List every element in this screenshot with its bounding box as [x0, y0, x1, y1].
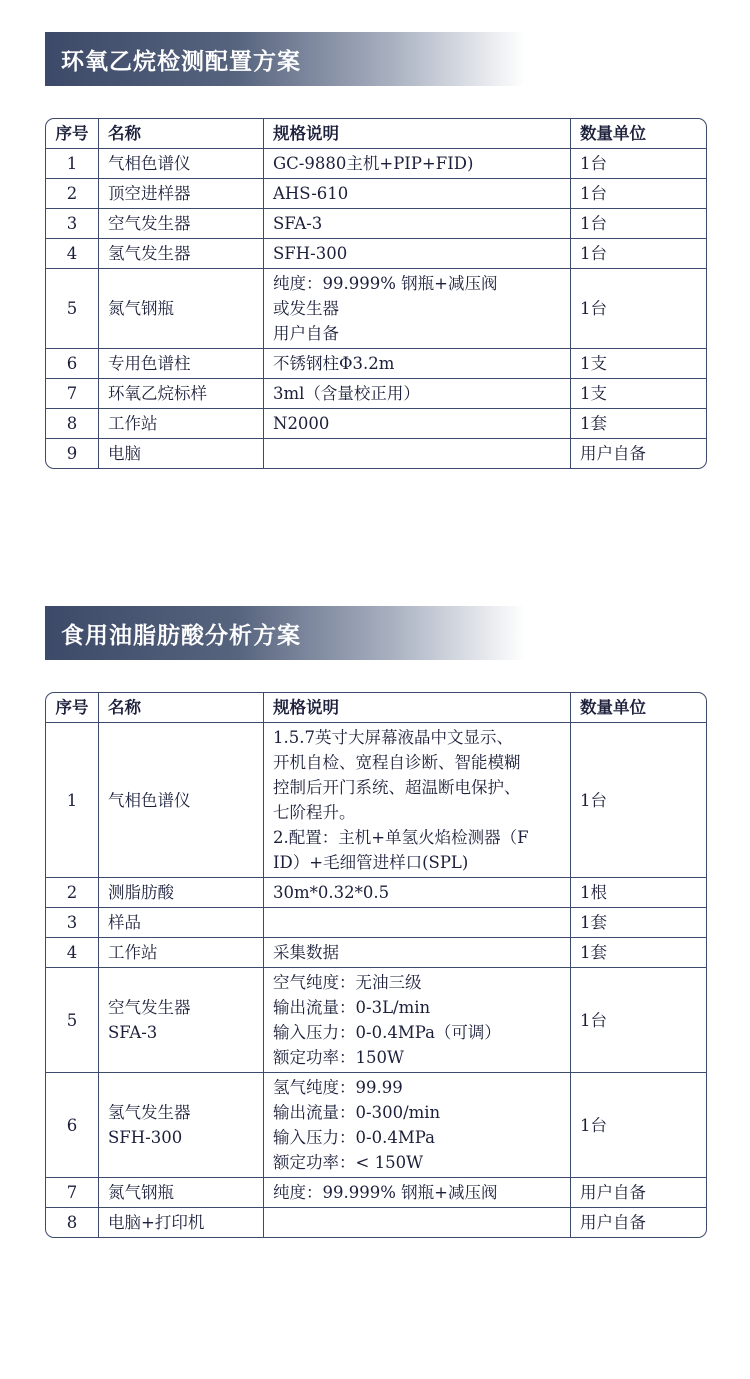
cell-name: 气相色谱仪 — [99, 149, 264, 179]
table-row — [46, 209, 706, 239]
cell-spec — [264, 439, 571, 468]
cell-name: 测脂肪酸 — [99, 878, 264, 908]
spec-line: AHS-610 — [273, 184, 349, 203]
spec-line: 氢气纯度：99.99 — [273, 1078, 403, 1097]
table-row — [46, 1073, 706, 1178]
config-table-fatty-acid — [45, 692, 707, 1238]
cell-unit: 1套 — [571, 908, 706, 938]
table-header-row — [46, 119, 706, 149]
header-unit: 数量单位 — [571, 693, 706, 723]
spec-line: GC-9880主机+PIP+FID) — [273, 154, 474, 173]
cell-spec — [264, 149, 571, 179]
cell-name: 氮气钢瓶 — [99, 269, 264, 349]
header-name: 名称 — [99, 119, 264, 149]
table-row — [46, 938, 706, 968]
spec-line — [273, 441, 561, 466]
cell-name: 顶空进样器 — [99, 179, 264, 209]
spec-line: 额定功率：< 150W — [273, 1153, 424, 1172]
cell-spec — [264, 938, 571, 968]
table-row — [46, 439, 706, 468]
spec-line: 输入压力：0-0.4MPa（可调） — [273, 1023, 501, 1042]
spec-line: 纯度：99.999% 钢瓶+减压阀 — [273, 1183, 498, 1202]
spec-line: 额定功率：150W — [273, 1048, 404, 1067]
cell-name: 氢气发生器 SFH-300 — [99, 1073, 264, 1178]
cell-no: 5 — [46, 968, 99, 1073]
cell-spec — [264, 1178, 571, 1208]
cell-no: 5 — [46, 269, 99, 349]
table-row — [46, 1178, 706, 1208]
header-spec: 规格说明 — [264, 693, 571, 723]
table-row — [46, 1208, 706, 1237]
spec-line: 纯度：99.999% 钢瓶+减压阀 — [273, 274, 498, 293]
cell-no: 1 — [46, 149, 99, 179]
cell-name: 工作站 — [99, 409, 264, 439]
cell-no: 8 — [46, 1208, 99, 1237]
header-name: 名称 — [99, 693, 264, 723]
spec-line — [273, 910, 561, 935]
spec-line: SFA-3 — [273, 214, 323, 233]
table-row — [46, 878, 706, 908]
cell-no: 2 — [46, 878, 99, 908]
cell-unit: 用户自备 — [571, 1178, 706, 1208]
table-row — [46, 379, 706, 409]
table-row — [46, 908, 706, 938]
table-row — [46, 179, 706, 209]
spec-line: 1.5.7英寸大屏幕液晶中文显示、 — [273, 728, 513, 747]
spec-line: 七阶程升。 — [273, 803, 356, 822]
cell-name: 样品 — [99, 908, 264, 938]
cell-spec — [264, 878, 571, 908]
spec-line: 采集数据 — [273, 943, 339, 962]
cell-name: 环氧乙烷标样 — [99, 379, 264, 409]
cell-name: 工作站 — [99, 938, 264, 968]
cell-spec — [264, 723, 571, 878]
cell-spec — [264, 209, 571, 239]
table-row — [46, 968, 706, 1073]
cell-no: 6 — [46, 349, 99, 379]
cell-no: 9 — [46, 439, 99, 468]
cell-name: 空气发生器 — [99, 209, 264, 239]
spec-line: 输入压力：0-0.4MPa — [273, 1128, 435, 1147]
cell-unit: 1套 — [571, 409, 706, 439]
table-row — [46, 723, 706, 878]
table-row — [46, 349, 706, 379]
spec-line: 开机自检、宽程自诊断、智能模糊 — [273, 753, 521, 772]
spec-line: 不锈钢柱Φ3.2m — [273, 354, 395, 373]
cell-unit: 用户自备 — [580, 1213, 646, 1232]
spec-line: ID）+毛细管进样口(SPL) — [273, 853, 469, 872]
cell-unit: 1台 — [571, 1073, 706, 1178]
spec-line: 用户自备 — [273, 324, 339, 343]
cell-name: 空气发生器 SFA-3 — [99, 968, 264, 1073]
cell-name: 电脑+打印机 — [99, 1208, 264, 1237]
spec-line: 2.配置：主机+单氢火焰检测器（F — [273, 828, 529, 847]
cell-no: 4 — [46, 938, 99, 968]
spec-line — [273, 1210, 561, 1235]
cell-spec — [264, 409, 571, 439]
cell-unit: 1台 — [571, 723, 706, 878]
cell-no: 2 — [46, 179, 99, 209]
header-spec: 规格说明 — [264, 119, 571, 149]
table-row — [46, 269, 706, 349]
cell-spec — [264, 1208, 571, 1237]
cell-spec — [264, 349, 571, 379]
spec-line: 输出流量：0-300/min — [273, 1103, 441, 1122]
cell-unit: 1台 — [571, 209, 706, 239]
cell-unit: 1台 — [571, 239, 706, 269]
cell-unit: 1根 — [571, 878, 706, 908]
cell-no: 3 — [46, 908, 99, 938]
header-unit: 数量单位 — [571, 119, 706, 149]
cell-no: 6 — [46, 1073, 99, 1178]
spec-line: 30m*0.32*0.5 — [273, 883, 390, 902]
cell-no: 1 — [46, 723, 99, 878]
cell-name: 氮气钢瓶 — [99, 1178, 264, 1208]
table-row — [46, 239, 706, 269]
cell-unit: 用户自备 — [580, 444, 646, 463]
cell-spec — [264, 1073, 571, 1178]
spec-line: 或发生器 — [273, 299, 339, 318]
cell-name: 气相色谱仪 — [99, 723, 264, 878]
spec-line: 控制后开门系统、超温断电保护、 — [273, 778, 521, 797]
cell-no: 3 — [46, 209, 99, 239]
spec-line: 输出流量：0-3L/min — [273, 998, 431, 1017]
config-table-ethylene-oxide — [45, 118, 707, 469]
cell-name: 电脑 — [99, 439, 264, 468]
cell-spec — [264, 239, 571, 269]
cell-no: 7 — [46, 1178, 99, 1208]
cell-unit: 1支 — [571, 349, 706, 379]
section-title-ethylene-oxide: 环氧乙烷检测配置方案 — [45, 32, 525, 86]
cell-name: 专用色谱柱 — [99, 349, 264, 379]
spec-line: 空气纯度：无油三级 — [273, 973, 422, 992]
header-no: 序号 — [46, 693, 99, 723]
table-header-row — [46, 693, 706, 723]
cell-spec — [264, 179, 571, 209]
cell-unit: 1支 — [571, 379, 706, 409]
table-row — [46, 149, 706, 179]
cell-spec — [264, 269, 571, 349]
spec-line: 3ml（含量校正用） — [273, 384, 420, 403]
cell-name: 氢气发生器 — [99, 239, 264, 269]
cell-no: 7 — [46, 379, 99, 409]
header-no: 序号 — [46, 119, 99, 149]
cell-no: 8 — [46, 409, 99, 439]
spec-line: N2000 — [273, 414, 330, 433]
cell-spec — [264, 968, 571, 1073]
cell-no: 4 — [46, 239, 99, 269]
cell-unit: 1台 — [571, 179, 706, 209]
cell-spec — [264, 908, 571, 938]
cell-spec — [264, 379, 571, 409]
spec-line: SFH-300 — [273, 244, 348, 263]
cell-unit: 1台 — [571, 269, 706, 349]
table-row — [46, 409, 706, 439]
cell-unit: 1台 — [571, 968, 706, 1073]
cell-unit: 1台 — [571, 149, 706, 179]
section-title-fatty-acid: 食用油脂肪酸分析方案 — [45, 606, 525, 660]
cell-unit: 1套 — [571, 938, 706, 968]
